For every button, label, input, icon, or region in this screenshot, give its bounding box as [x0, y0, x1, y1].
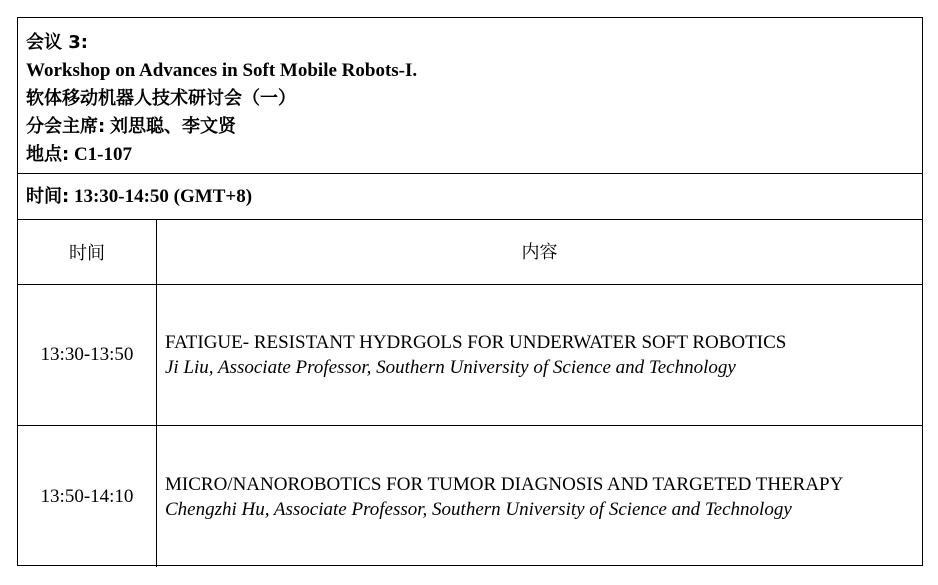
row-content — [157, 285, 922, 425]
location-label: 地点: — [26, 144, 70, 165]
chairs-label: 分会主席: — [26, 116, 106, 137]
header-time: 时间 — [18, 220, 157, 284]
session-number-line — [26, 29, 914, 57]
session-frame — [17, 17, 923, 566]
session-title-cn-line — [26, 85, 914, 113]
header-content: 内容 — [521, 241, 558, 263]
talk-title: MICRO/NANOROBOTICS FOR TUMOR DIAGNOSIS AND TARGETED THERAPY — [165, 473, 844, 495]
talk-title: FATIGUE- RESISTANT HYDRGOLS FOR UNDERWATER SOFT ROBOTICS — [165, 332, 787, 353]
table-header-row — [18, 220, 922, 285]
talk-speaker: Chengzhi Hu, Associate Professor, Southern University of Science and Technology — [165, 498, 792, 520]
chairs-names: 刘思聪、李文贤 — [109, 116, 236, 137]
time-slot-value: 13:30-14:50 (GMT+8) — [73, 186, 253, 207]
session-chairs-line — [26, 113, 914, 141]
session-location-line — [26, 141, 914, 169]
session-title-cn: 软体移动机器人技术研讨会（一） — [26, 88, 296, 109]
session-title-en: Workshop on Advances in Soft Mobile Robots-I. — [26, 60, 418, 81]
table-row — [18, 426, 922, 567]
location-value: C1-107 — [73, 144, 133, 165]
row-content — [157, 426, 922, 567]
time-slot-row — [18, 174, 922, 220]
time-slot-label: 时间: — [26, 186, 70, 207]
session-header — [18, 18, 922, 174]
session-number-label: 会议 3: — [26, 32, 88, 53]
table-row — [18, 285, 922, 426]
row-time: 13:30-13:50 — [18, 285, 157, 425]
talk-speaker: Ji Liu, Associate Professor, Southern University of Science and Technology — [165, 357, 736, 378]
row-time: 13:50-14:10 — [18, 426, 157, 567]
